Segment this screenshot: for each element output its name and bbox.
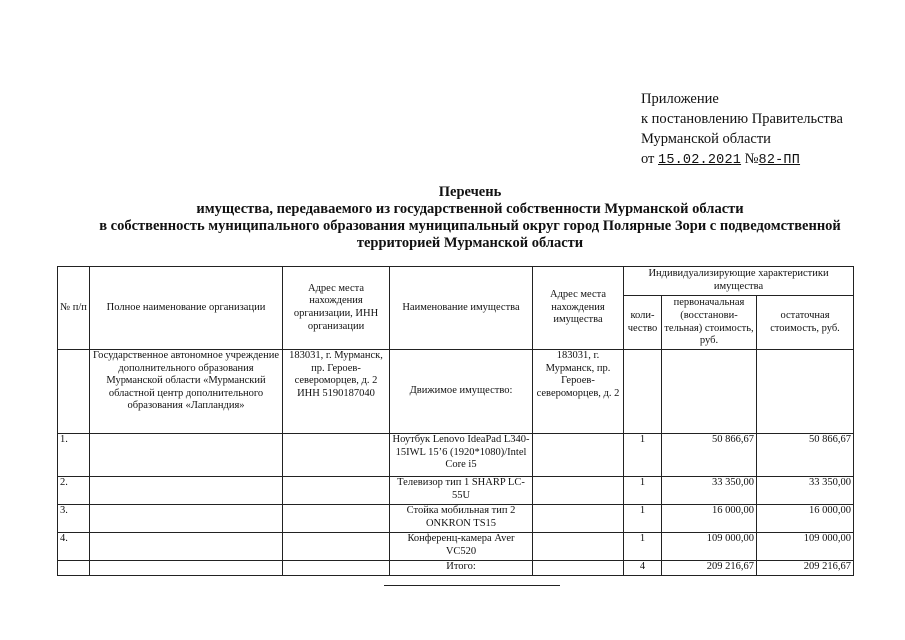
item-residual: 33 350,00 (757, 477, 854, 505)
item-residual: 16 000,00 (757, 505, 854, 533)
item-num: 2. (58, 477, 90, 505)
org-name: Государственное автономное учреждение дополнительного образования Мурманской области «Мурманский областной центр дополнительного образования «Лапландия» (90, 350, 283, 434)
item-org (90, 505, 283, 533)
item-name: Телевизор тип 1 SHARP LC-55U (390, 477, 533, 505)
number-value: 82-ПП (758, 153, 801, 168)
date-value: 15.02.2021 (658, 153, 742, 168)
property-table (57, 266, 854, 576)
table-row (58, 434, 854, 477)
item-num: 4. (58, 533, 90, 561)
item-org (90, 477, 283, 505)
header-org: Полное наименование организации (90, 267, 283, 350)
table-row (58, 477, 854, 505)
item-org-address (283, 505, 390, 533)
table-row (58, 505, 854, 533)
item-residual: 109 000,00 (757, 533, 854, 561)
org-property-address: 183031, г. Мурманск, пр. Героев-североморцев, д. 2 (533, 350, 624, 434)
item-num: 1. (58, 434, 90, 477)
item-name: Конференц-камера Aver VC520 (390, 533, 533, 561)
closing-rule (384, 585, 560, 586)
item-quantity: 1 (624, 533, 662, 561)
table-row (58, 533, 854, 561)
header-row-1 (58, 267, 854, 296)
item-quantity: 1 (624, 434, 662, 477)
item-initial: 50 866,67 (662, 434, 757, 477)
number-prefix: № (744, 151, 759, 167)
title-line-1: Перечень (438, 184, 502, 200)
org-row (58, 350, 854, 434)
item-address (533, 505, 624, 533)
title-line-2: имущества, передаваемого из государственной собственности Мурманской области (196, 201, 744, 217)
item-name: Стойка мобильная тип 2 ONKRON TS15 (390, 505, 533, 533)
org-residual (757, 350, 854, 434)
item-quantity: 1 (624, 477, 662, 505)
item-initial: 33 350,00 (662, 477, 757, 505)
item-num: 3. (58, 505, 90, 533)
total-address (533, 561, 624, 576)
total-residual: 209 216,67 (757, 561, 854, 576)
org-initial (662, 350, 757, 434)
appendix-resolution: к постановлению Правительства (641, 111, 843, 127)
appendix-date-line (641, 149, 843, 171)
header-org-address: Адрес места нахождения организации, ИНН организации (283, 267, 390, 350)
item-org-address (283, 533, 390, 561)
header-initial-cost: первоначальная (восстанови-тельная) стоимость, руб. (662, 296, 757, 350)
item-address (533, 477, 624, 505)
total-num (58, 561, 90, 576)
org-num (58, 350, 90, 434)
item-initial: 16 000,00 (662, 505, 757, 533)
org-property: Движимое имущество: (390, 350, 533, 434)
org-quantity (624, 350, 662, 434)
item-name: Ноутбук Lenovo IdeaPad L340-15IWL 15’6 (1920*1080)/Intel Core i5 (390, 434, 533, 477)
item-residual: 50 866,67 (757, 434, 854, 477)
item-org (90, 533, 283, 561)
document-title (60, 184, 880, 252)
date-prefix: от (641, 151, 655, 167)
title-line-3: в собственность муниципального образования муниципальный округ город Полярные Зори с подведомственной (99, 218, 841, 234)
item-org-address (283, 477, 390, 505)
total-row (58, 561, 854, 576)
header-num: № п/п (58, 267, 90, 350)
header-residual-cost: остаточная стоимость, руб. (757, 296, 854, 350)
item-address (533, 434, 624, 477)
total-label: Итого: (390, 561, 533, 576)
appendix-region: Мурманской области (641, 131, 771, 147)
header-property: Наименование имущества (390, 267, 533, 350)
item-org-address (283, 434, 390, 477)
appendix-title: Приложение (641, 91, 719, 107)
header-property-address: Адрес места нахождения имущества (533, 267, 624, 350)
item-quantity: 1 (624, 505, 662, 533)
item-initial: 109 000,00 (662, 533, 757, 561)
appendix-block (641, 89, 843, 171)
title-line-4: территорией Мурманской области (356, 235, 584, 251)
item-org (90, 434, 283, 477)
org-address: 183031, г. Мурманск, пр. Героев-североморцев, д. 2 ИНН 5190187040 (283, 350, 390, 434)
total-org (90, 561, 283, 576)
item-address (533, 533, 624, 561)
total-quantity: 4 (624, 561, 662, 576)
header-quantity: коли-чество (624, 296, 662, 350)
total-org-address (283, 561, 390, 576)
total-initial: 209 216,67 (662, 561, 757, 576)
header-characteristics: Индивидуализирующие характеристики имущества (624, 267, 854, 296)
